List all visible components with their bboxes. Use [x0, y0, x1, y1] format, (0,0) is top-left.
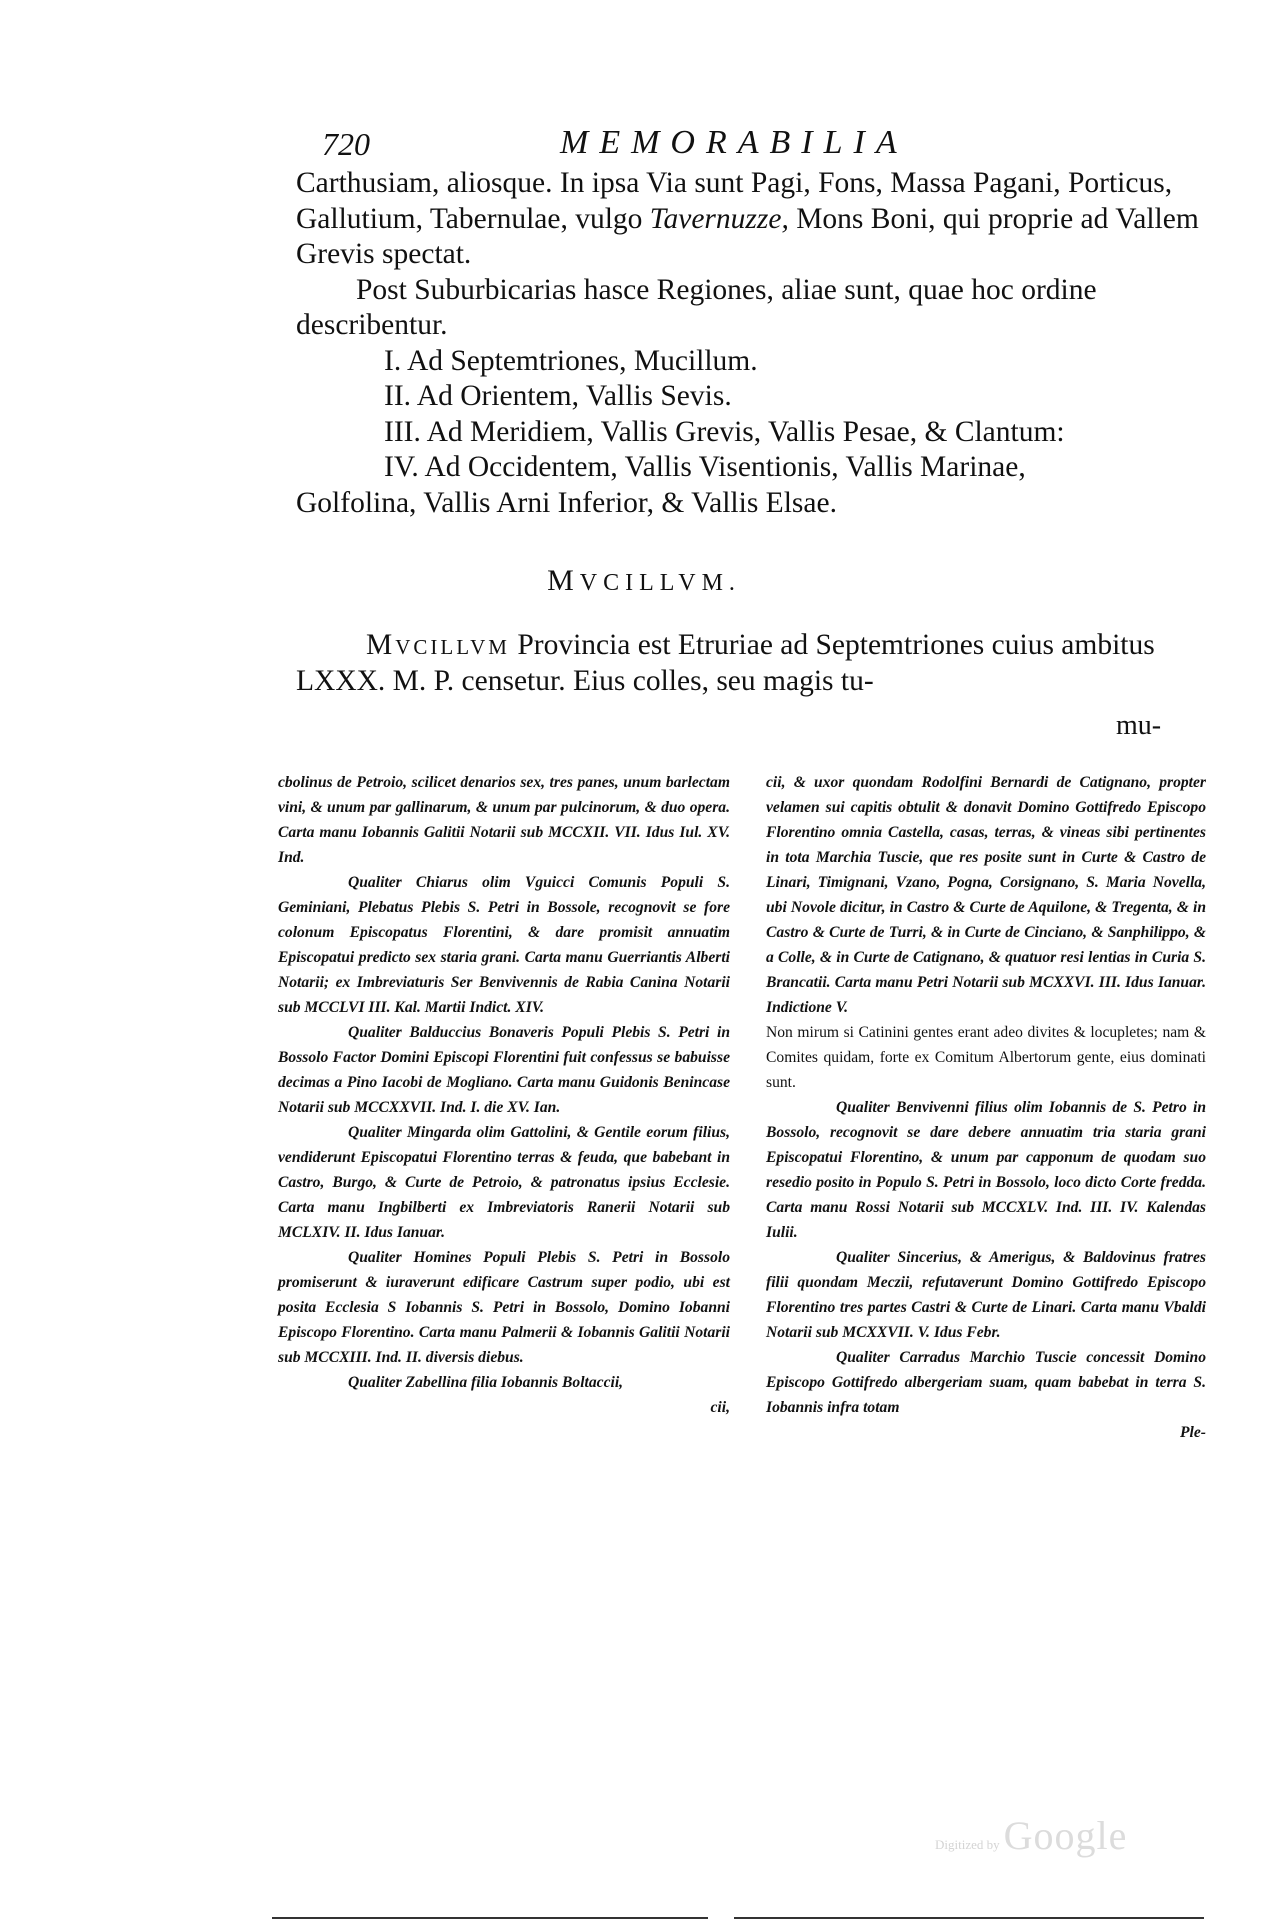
body-lead-word: Mvcillvm [366, 629, 510, 661]
footnote-catchword: cii, [710, 1399, 730, 1416]
footnotes-right-column [766, 770, 1206, 1445]
region-list-item: IV. Ad Occidentem, Vallis Visentionis, Vallis Marinae, [384, 451, 1026, 483]
bottom-rule-gap [708, 1917, 734, 1919]
main-text-block [296, 166, 1206, 521]
footnotes-left-column [278, 770, 730, 1420]
footnote-entry: Qualiter Balduccius Bonaveris Populi Plebis S. Petri in Bossolo Factor Domini Episcopi Florentini fuit confessus se babuisse decimas a Pino Iacobi de Mogliano. Carta manu Guidonis Benincase Notarii sub MCCXXVII. Ind. I. die XV. Ian. [278, 1024, 730, 1116]
body-paragraph [296, 628, 1206, 699]
footnote-entry: Qualiter Benvivenni filius olim Iobannis de S. Petro in Bossolo, recognovit se dare debere annuatim tria staria grani Episcopatui Florentino, & unum par capponum de quodam suo resedio posito in Populo S. Petri in Bossolo, loco dicto Corte fredda. Carta manu Rossi Notarii sub MCCXLV. Ind. III. IV. Kalendas Iulii. [766, 1099, 1206, 1241]
footnote-entry: Qualiter Carradus Marchio Tuscie concessit Domino Episcopo Gottifredo albergeriam suam, quam babebat in terra S. Iobannis infra totam [766, 1349, 1206, 1416]
catchword: mu- [1116, 710, 1162, 741]
watermark-prefix: Digitized by [935, 1837, 1000, 1852]
region-list-item: I. Ad Septemtriones, Mucillum. [384, 344, 758, 377]
footnote-catchword: Ple- [1180, 1424, 1206, 1441]
footnote-entry: cbolinus de Petroio, scilicet denarios sex, tres panes, unum barlectam vini, & unum par gallinarum, & unum par pulcinorum, & duo opera. Carta manu Iobannis Galitii Notarii sub MCCXII. VII. Idus Iul. XV. Ind. [278, 774, 730, 866]
section-heading-rest: VCILLVM. [579, 570, 741, 596]
paragraph-1-text: Carthusiam, aliosque. In ipsa Via sunt Pagi, Fons, Massa Pagani, Porticus, Gallutium, Tabernulae, vulgo [296, 167, 1173, 235]
running-title: MEMORABILIA [560, 124, 908, 161]
footnote-entry: Qualiter Zabellina filia Iobannis Boltaccii, [348, 1374, 624, 1391]
bottom-rule [272, 1917, 1204, 1919]
footnote-entry: Qualiter Chiarus olim Vguicci Comunis Populi S. Geminiani, Plebatus Plebis S. Petri in Bossole, recognovit se fore colonum Episcopatus Florentini, & dare promisit annuatim Episcopatui predicto sex staria grani. Carta manu Guerriantis Alberti Notarii; ex Imbreviaturis Ser Benvivennis de Rabia Canina Notarii sub MCCLVI III. Kal. Martii Indict. XIV. [278, 874, 730, 1016]
page-number: 720 [322, 126, 370, 162]
paragraph-1-italic-term: Tavernuzze, [649, 202, 789, 235]
region-list-item: III. Ad Meridiem, Vallis Grevis, Vallis Pesae, & Clantum: [384, 415, 1065, 448]
footnote-entry: Qualiter Sincerius, & Amerigus, & Baldovinus fratres filii quondam Meczii, refutaverunt Domino Gottifredo Episcopo Florentino tres partes Castri & Curte de Linari. Carta manu Vbaldi Notarii sub MCXXVII. V. Idus Febr. [766, 1249, 1206, 1341]
watermark-brand: Google [1003, 1813, 1128, 1858]
paragraph-1-end: Mons Boni, qui proprie ad Vallem Grevis spectat. [296, 202, 1199, 270]
footnote-commentary: Non mirum si Catinini gentes erant adeo divites & locupletes; nam & Comites quidam, forte ex Comitum Albertorum gente, eius dominati sunt. [766, 1024, 1206, 1091]
footnote-entry: Qualiter Mingarda olim Gattolini, & Gentile eorum filius, vendiderunt Episcopatui Florentino terras & feuda, que babebant in Castro, Burgo, & Curte de Petroio, & patronatus ipsius Ecclesie. Carta manu Ingbilberti ex Imbreviatoris Ranerii Notarii sub MCLXIV. II. Idus Ianuar. [278, 1124, 730, 1241]
section-heading [0, 564, 1288, 598]
footnote-entry: Qualiter Homines Populi Plebis S. Petri in Bossolo promiserunt & iuraverunt edificare Castrum super podio, ubi est posita Ecclesia S Iobannis S. Petri in Bossolo, Domino Iobanni Episcopo Florentino. Carta manu Palmerii & Iobannis Galitii Notarii sub MCCXIII. Ind. II. diversis diebus. [278, 1249, 730, 1366]
paragraph-2: Post Suburbicarias hasce Regiones, aliae sunt, quae hoc ordine describentur. [296, 273, 1097, 341]
region-list-item: II. Ad Orientem, Vallis Sevis. [384, 380, 732, 412]
region-list-continuation: Golfolina, Vallis Arni Inferior, & Vallis Elsae. [296, 486, 837, 519]
paragraph-1 [296, 166, 1206, 273]
footnote-entry: cii, & uxor quondam Rodolfini Bernardi de Catignano, propter velamen sui capitis obtulit & donavit Domino Gottifredo Episcopo Florentino omnia Castella, casas, terras, & vineas sibi pertinentes in tota Marchia Tuscie, que res posite sunt in Curte & Castro de Linari, Timignani, Vzano, Pogna, Corsignano, S. Maria Novella, ubi Novole dicitur, in Castro & Curte de Aquilone, & Tregenta, & in Castro & Curte de Turri, & in Curte de Cinciano, & Sanphilippo, & a Colle, & in Curte de Catignano, & quatuor resi lentias in Curia S. Brancatii. Carta manu Petri Notarii sub MCXXVI. III. Idus Ianuar. Indictione V. [766, 774, 1206, 1016]
digitized-watermark [935, 1812, 1127, 1859]
body-text: Provincia est Etruriae ad Septemtriones cuius ambitus LXXX. M. P. censetur. Eius colles, seu magis tu- [296, 629, 1155, 697]
section-heading-cap: M [547, 564, 580, 597]
